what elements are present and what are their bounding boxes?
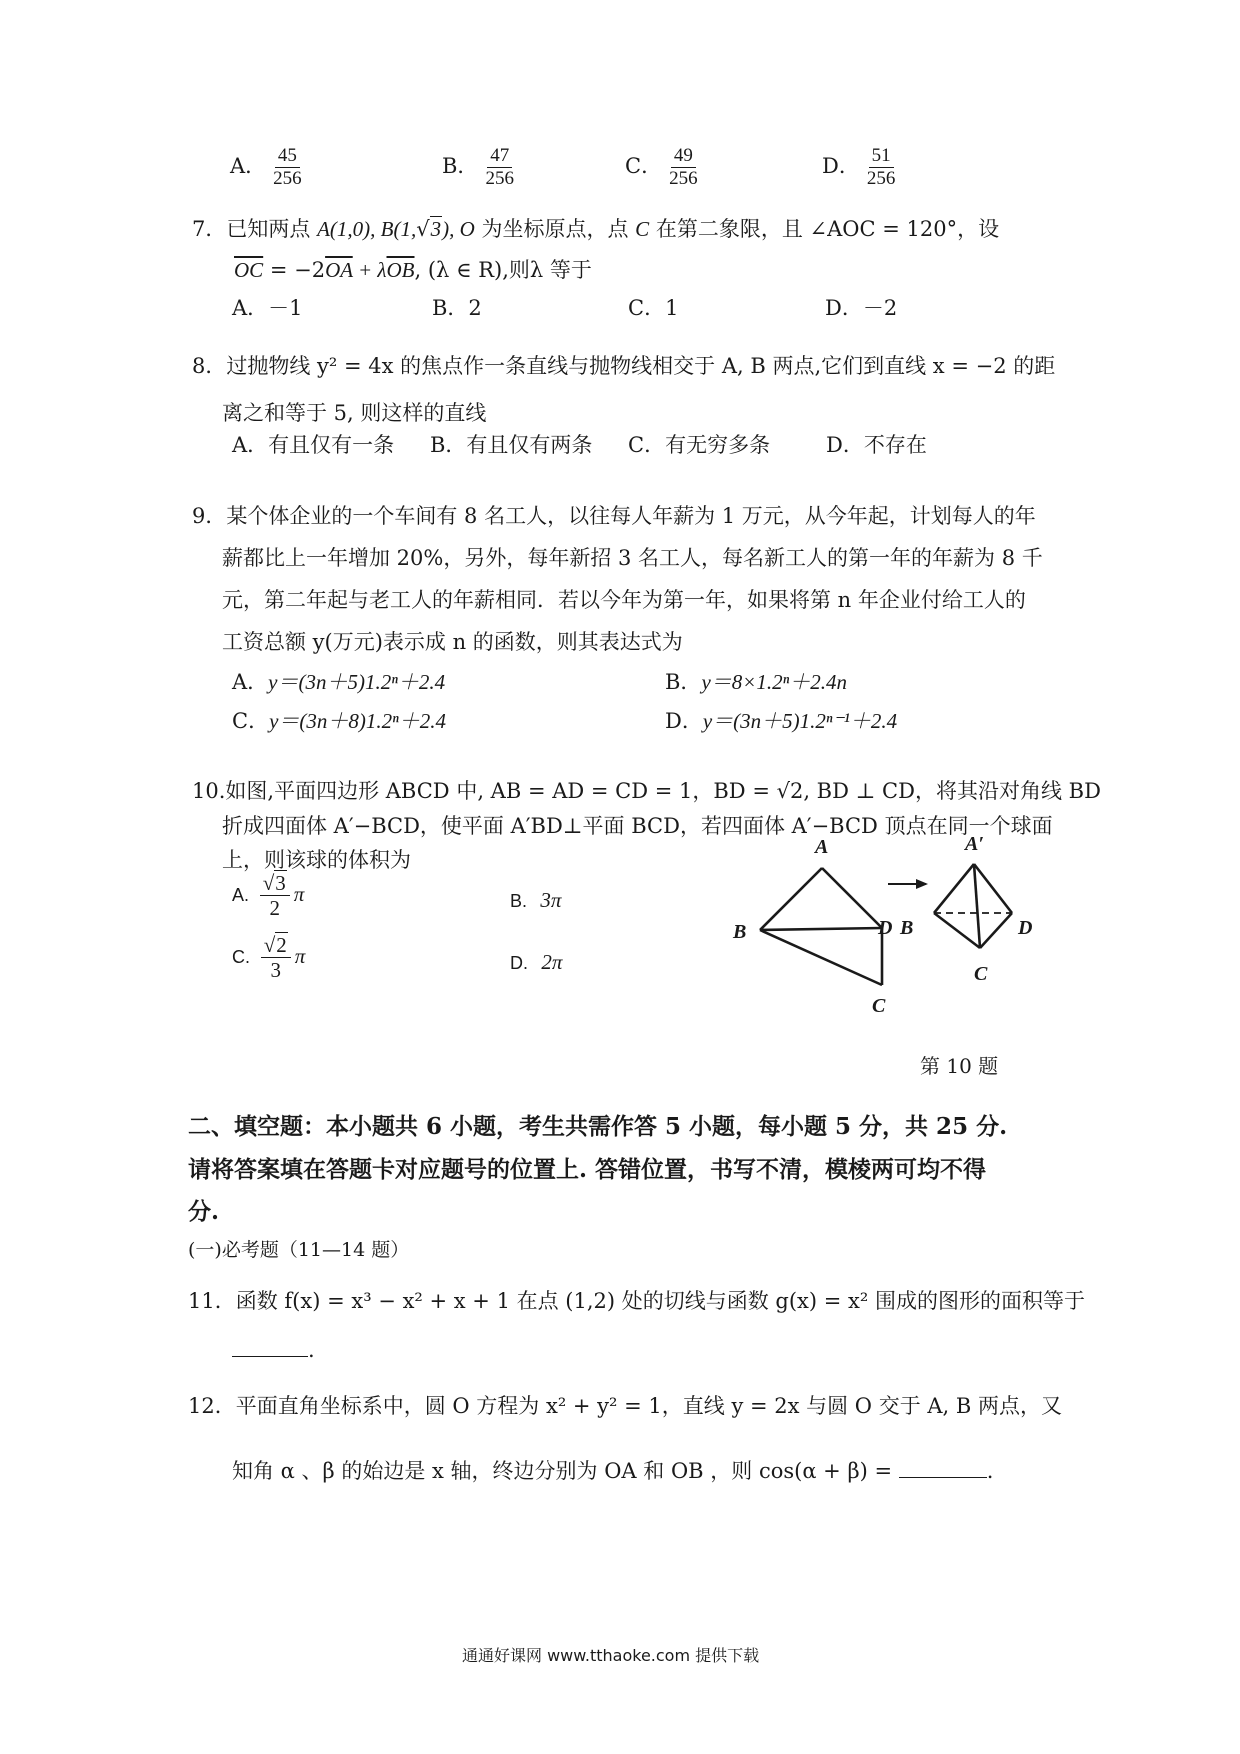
q8-option-d: D．不存在 [826,433,927,457]
q10-line3: 上，则该球的体积为 [222,848,411,872]
q9-line4: 工资总额 y(万元)表示成 n 的函数，则其表达式为 [222,630,683,654]
edge-a1d [974,864,1012,913]
q9-line2: 薪都比上一年增加 20%，另外，每年新招 3 名工人，每名新工人的第一年的年薪为 8 千 [222,546,1043,570]
section2-heading-line1: 二、填空题：本小题共 6 小题，考生共需作答 5 小题，每小题 5 分，共 25 分. [188,1113,1008,1140]
q10-option-d: D. 2π [510,950,563,974]
q10-option-a-fraction: $\frac{√3}{2}$ [260,872,290,919]
q9-option-b: B．y＝8×1.2ⁿ＋2.4n [665,670,848,694]
q7-line1: 7．已知两点 A(1,0), B(1,√3), O 为坐标原点，点 C 在第二象限，且 ∠AOC = 120°，设 [192,217,1000,241]
edge-dc-3d [980,913,1012,948]
edge-bc [760,930,882,985]
q6-option-d-fraction: $\frac{51}{256}$ [866,145,896,189]
q6-option-b: B． $\frac{47}{256}$ [442,146,521,189]
q9-option-a: A．y＝(3n＋5)1.2ⁿ＋2.4 [232,670,446,694]
q6-option-c-fraction: $\frac{49}{256}$ [669,145,698,189]
label-d-right: D [1018,917,1033,939]
q10-line2: 折成四面体 A′−BCD，使平面 A′BD⊥平面 BCD，若四面体 A′−BCD 顶点在同一个球面 [222,814,1053,838]
q10-option-c-fraction: $\frac{√2}{3}$ [261,934,291,981]
q7-option-d: D．－2 [825,296,898,320]
q8-option-b: B．有且仅有两条 [430,433,593,457]
q11-answer-blank: . [232,1336,315,1362]
label-a-prime: A′ [965,833,984,855]
section2-heading-line3: 分. [188,1198,220,1225]
section2-heading-line2: 请将答案填在答题卡对应题号的位置上. 答错位置，书写不清，模棱两可均不得 [188,1156,987,1183]
q10-option-b: B. 3π [510,888,562,912]
q9-line1: 9．某个体企业的一个车间有 8 名工人，以往每人年薪为 1 万元，从今年起，计划每人的年 [192,504,1036,528]
label-b: B [733,921,747,943]
section2-subheading: (一)必考题（11—14 题） [188,1239,410,1261]
edge-bc-3d [934,913,980,948]
edge-a1b [934,864,974,913]
q12-line2: 知角 α 、β 的始边是 x 轴，终边分别为 OA 和 OB ，则 cos(α + β) = . [232,1459,994,1483]
q10-option-a: A. $\frac{√3}{2}$ π [232,871,305,921]
q9-option-d: D．y＝(3n＋5)1.2ⁿ⁻¹＋2.4 [665,709,898,733]
q10-figure [720,830,1120,1020]
q7-option-c: C．1 [628,296,679,320]
q11-line1: 11．函数 f(x) = x³ − x² + x + 1 在点 (1,2) 处的切线与函数 g(x) = x² 围成的图形的面积等于 [188,1289,1085,1313]
q6-option-a-fraction: $\frac{45}{256}$ [273,145,302,189]
q10-option-c: C. $\frac{√2}{3}$ π [232,933,306,983]
label-d: D [878,917,893,939]
label-a: A [815,836,829,858]
label-c-right: C [974,963,988,985]
label-b-right: B [900,917,914,939]
q8-line1: 8．过抛物线 y² = 4x 的焦点作一条直线与抛物线相交于 A, B 两点,它们到直线 x = −2 的距 [192,354,1056,378]
edge-a1c [974,864,980,948]
q6-option-c: C． $\frac{49}{256}$ [625,146,705,189]
q9-option-c: C．y＝(3n＋8)1.2ⁿ＋2.4 [232,709,446,733]
q11-blank-line [232,1336,308,1357]
q8-option-c: C．有无穷多条 [628,433,771,457]
edge-ad [822,868,882,928]
q8-line2: 离之和等于 5, 则这样的直线 [222,401,487,425]
q7-option-b: B．2 [432,296,482,320]
q6-option-d: D． $\frac{51}{256}$ [822,146,902,189]
q7-option-a: A．－1 [232,296,303,320]
page-footer: 通通好课网 www.tthaoke.com 提供下载 [462,1646,760,1665]
q10-line1: 10.如图,平面四边形 ABCD 中, AB = AD = CD = 1，BD = √2, BD ⊥ CD，将其沿对角线 BD [192,779,1101,803]
q9-line3: 元，第二年起与老工人的年薪相同．若以今年为第一年，如果将第 n 年企业付给工人的 [222,588,1026,612]
q8-option-a: A．有且仅有一条 [232,433,395,457]
label-c: C [872,995,886,1017]
edge-bd [760,928,882,930]
fold-arrow-head [916,879,928,889]
q12-line1: 12．平面直角坐标系中，圆 O 方程为 x² + y² = 1，直线 y = 2x 与圆 O 交于 A, B 两点，又 [188,1394,1063,1418]
q12-blank-line [899,1457,987,1478]
q10-figure-caption: 第 10 题 [920,1054,999,1078]
edge-ab [760,868,822,930]
q7-line2: $\overline{OC} = -2\overline{OA} + \lambda\overline{OB}$, (λ ∈ R),则λ 等于 [234,258,592,282]
q6-option-b-fraction: $\frac{47}{256}$ [485,145,514,189]
q6-option-a: A． $\frac{45}{256}$ [230,146,309,189]
